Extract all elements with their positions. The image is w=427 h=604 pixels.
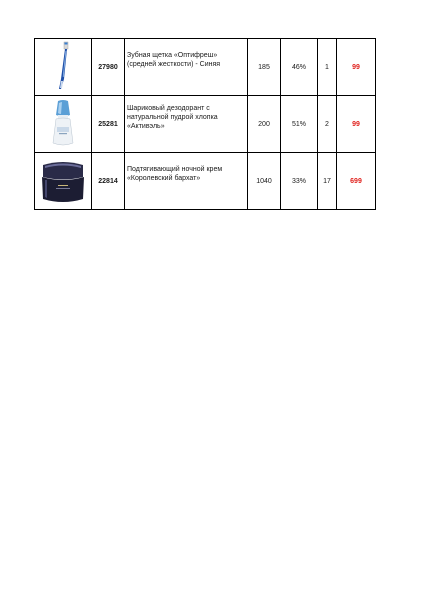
product-points: 200 (248, 96, 281, 153)
product-quantity: 1 (318, 39, 337, 96)
product-image-cell (35, 39, 92, 96)
deodorant-icon (48, 99, 78, 149)
product-discount: 33% (281, 153, 318, 210)
product-name-cell (125, 96, 248, 153)
product-code: 22814 (92, 153, 125, 210)
toothbrush-icon (53, 41, 73, 93)
table-row (35, 39, 376, 96)
cream-jar-icon (37, 157, 89, 205)
product-name: Зубная щетка «Оптифреш» (средней жесткости) - Синяя (127, 52, 221, 68)
product-points: 185 (248, 39, 281, 96)
product-points: 1040 (248, 153, 281, 210)
table-row (35, 96, 376, 153)
product-code: 27980 (92, 39, 125, 96)
product-price: 99 (337, 96, 376, 153)
product-quantity: 2 (318, 96, 337, 153)
product-discount: 51% (281, 96, 318, 153)
product-name: Подтягивающий ночной крем «Королевский бархат» (127, 166, 223, 182)
product-table (34, 38, 376, 210)
table-row (35, 153, 376, 210)
product-quantity: 17 (318, 153, 337, 210)
product-image-cell (35, 153, 92, 210)
product-discount: 46% (281, 39, 318, 96)
product-price: 699 (337, 153, 376, 210)
product-name: Шариковый дезодорант с натуральной пудрой хлопка «Активэль» (127, 104, 218, 130)
product-name-cell (125, 39, 248, 96)
product-price: 99 (337, 39, 376, 96)
product-image-cell (35, 96, 92, 153)
product-code: 25281 (92, 96, 125, 153)
product-name-cell (125, 153, 248, 210)
